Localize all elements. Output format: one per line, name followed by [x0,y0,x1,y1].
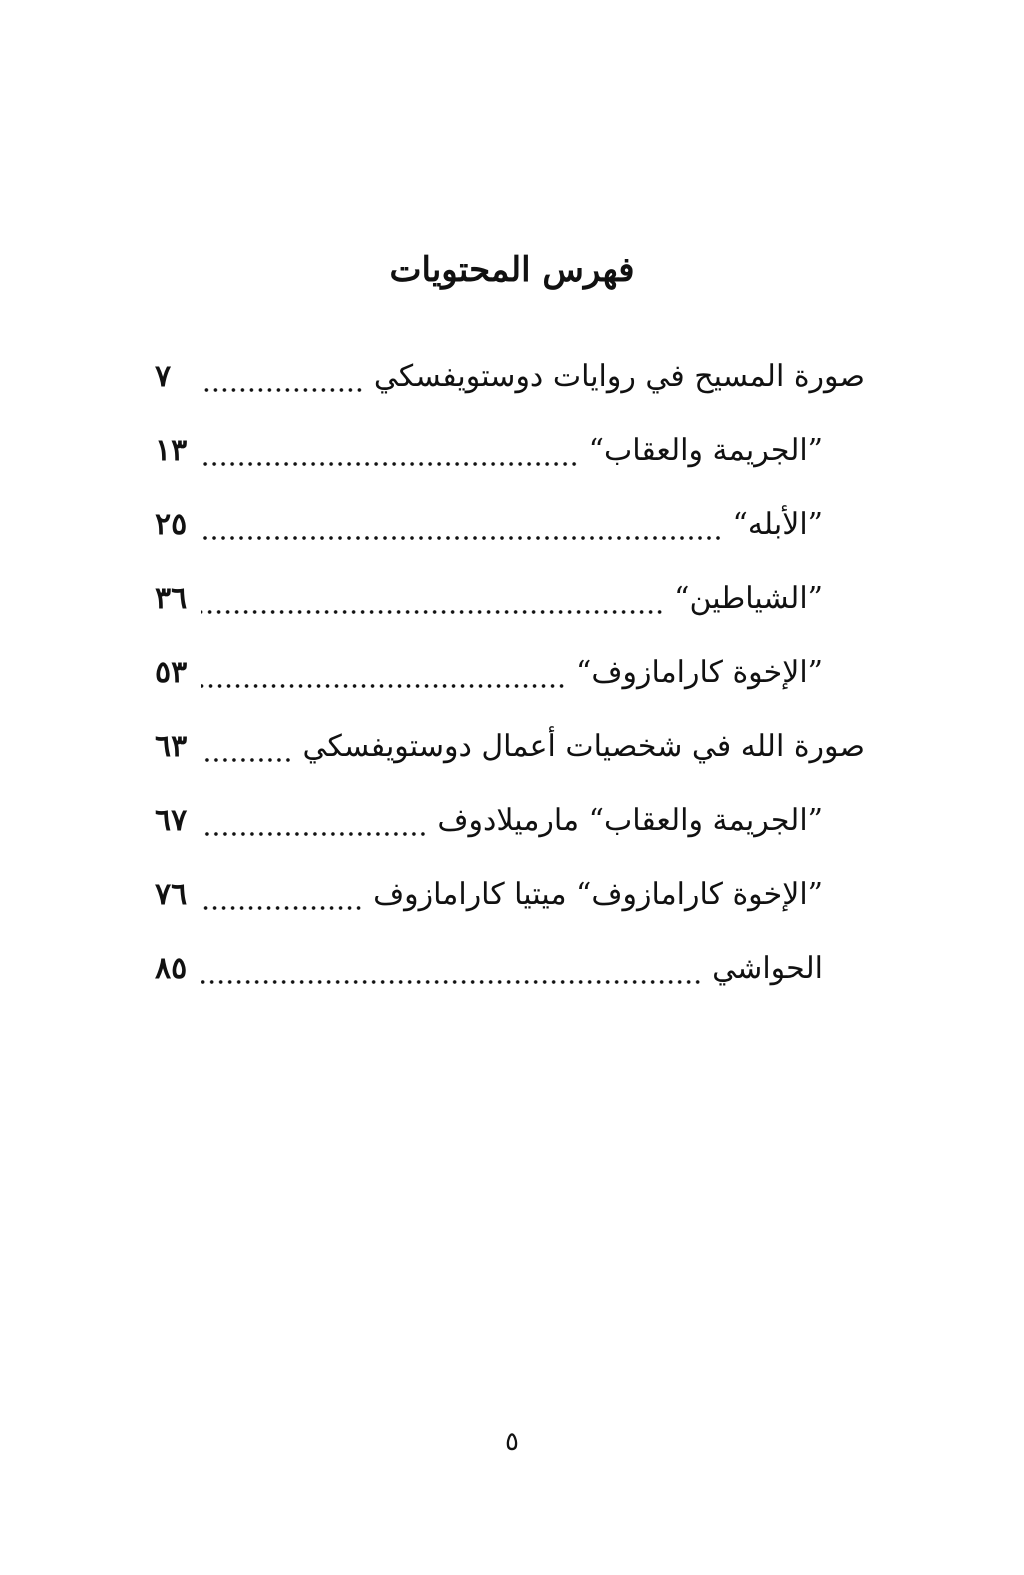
toc-entry-brothers-karamazov[interactable] [155,636,865,710]
dot-leader [201,360,364,394]
page-title: فهرس المحتويات [389,249,635,290]
toc-entry-title: صورة الله في شخصيات أعمال دوستويفسكي [302,729,865,764]
toc-entry-title: ”الشياطين“ [674,581,823,616]
toc-entry-crime-and-punishment[interactable] [155,414,865,488]
dot-leader [201,582,664,616]
toc-entry-mitya-karamazov[interactable] [155,858,865,932]
toc-entry-demons[interactable] [155,562,865,636]
toc-entry-page: ٢٥ [155,507,188,542]
toc-entry-page: ٨٥ [155,951,188,986]
dot-leader [201,508,723,542]
dot-leader [201,952,702,986]
toc-entry-page: ٦٧ [155,803,188,838]
toc-entry-page: ٧ [155,359,172,394]
toc-entry-title: ”الجريمة والعقاب“ مارميلادوف [437,803,823,838]
toc-entry-page: ٦٣ [155,729,188,764]
dot-leader [201,656,566,690]
toc-entry-page: ٥٣ [155,655,188,690]
toc-entry-christ-image[interactable] [155,340,865,414]
toc-entry-god-image[interactable] [155,710,865,784]
toc-entry-title: ”الإخوة كارامازوف“ [576,655,823,690]
toc-entry-marmeladov[interactable] [155,784,865,858]
toc-entry-page: ٣٦ [155,581,188,616]
table-of-contents [155,340,865,1006]
toc-entry-title: صورة المسيح في روايات دوستويفسكي [373,359,865,394]
toc-entry-title: ”الأبله“ [732,507,823,542]
dot-leader [201,730,292,764]
toc-entry-title: الحواشي [712,951,823,986]
dot-leader [201,878,363,912]
dot-leader [201,804,427,838]
toc-entry-page: ٧٦ [155,877,188,912]
toc-entry-notes[interactable] [155,932,865,1006]
toc-entry-page: ١٣ [155,433,188,468]
dot-leader [201,434,579,468]
toc-entry-the-idiot[interactable] [155,488,865,562]
toc-entry-title: ”الإخوة كارامازوف“ ميتيا كارامازوف [373,877,823,912]
page-number: ٥ [505,1427,519,1457]
toc-entry-title: ”الجريمة والعقاب“ [588,433,823,468]
